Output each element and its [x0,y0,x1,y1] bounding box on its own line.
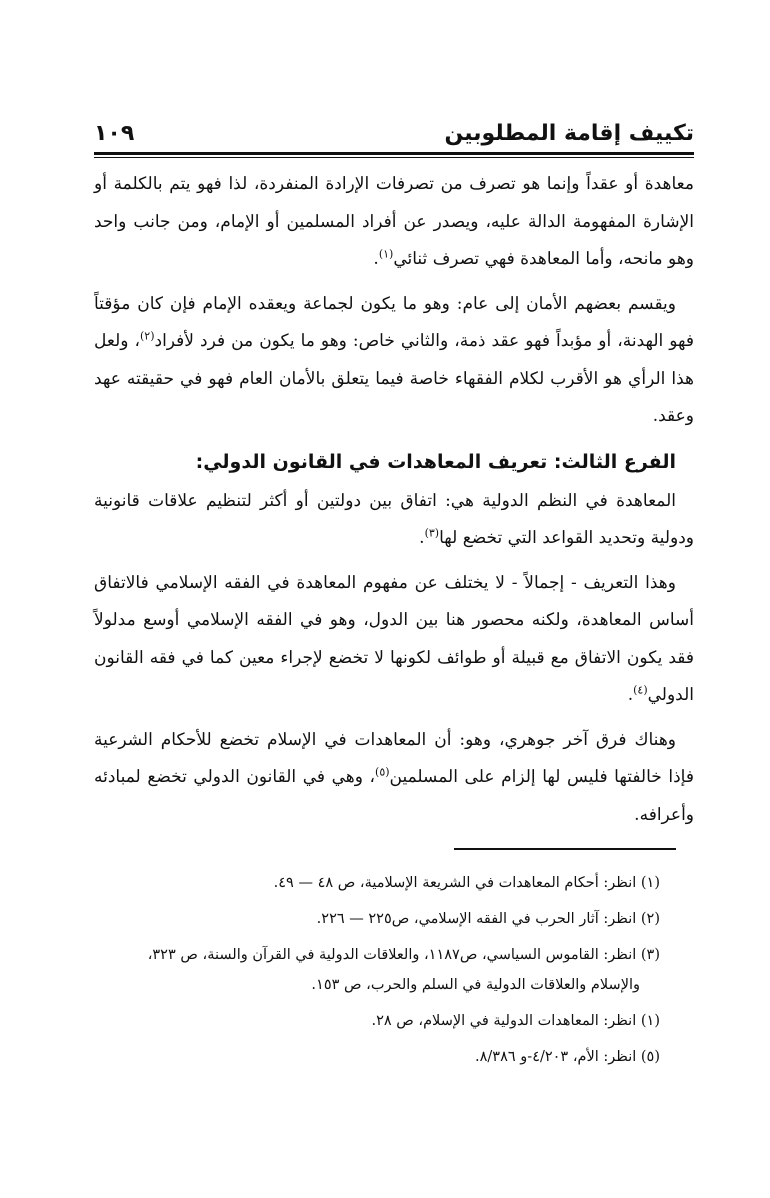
footnote-1: (١) انظر: أحكام المعاهدات في الشريعة الإسلامية، ص ٤٨ — ٤٩. [273,875,660,891]
footnotes [76,868,676,1078]
footnote-separator [454,848,676,850]
paragraph-4: وهذا التعريف - إجمالاً - لا يختلف عن مفهوم المعاهدة في الفقه الإسلامي فالاتفاق أساس المعاهدة، ولكنه محصور هنا بين الدول، وهو في الفقه الإسلامي أوسع مدلولاً فقد يكون الاتفاق مع قبيلة أو طوائف لكونها لا تخضع لإجراء معين كما في فقه القانون الدولي$^{(٤)}$. [94,572,694,705]
footnote-ref-2: (٢) [139,329,155,343]
paragraph-5-text-cont: ، وهي في القانون الدولي تخضع لمبادئه وأعرافه. [94,767,694,825]
paragraph-5 [94,722,694,835]
paragraph-2 [94,286,694,436]
footnote-3-line-2: والإسلام والعلاقات الدولية في السلم والحرب، ص ١٥٣. [311,977,640,993]
footnote-4: (١) انظر: المعاهدات الدولية في الإسلام، ص ٢٨. [371,1013,660,1029]
page-number: ١٠٩ [94,121,135,146]
footnote-2: (٢) انظر: آثار الحرب في الفقه الإسلامي، ص٢٢٥ — ٢٢٦. [316,911,660,927]
footnote-3 [76,940,676,1000]
header-rule-thick [94,152,694,155]
footnote-ref-4: (٤) [633,683,648,697]
header-rule-thin [94,157,694,158]
section-heading: الفرع الثالث: تعريف المعاهدات في القانون الدولي: [195,450,676,473]
footnote-ref-3: (٣) [424,526,440,540]
paragraph-3-text: المعاهدة في النظم الدولية هي: اتفاق بين دولتين أو أكثر لتنظيم علاقات قانونية ودولية وتحديد القواعد التي تخضع لها [94,490,694,548]
paragraph-3: المعاهدة في النظم الدولية هي: اتفاق بين دولتين أو أكثر لتنظيم علاقات قانونية ودولية وتحديد القواعد التي تخضع لها$^{(٣)}$. [94,490,694,548]
running-title: تكييف إقامة المطلوبين [444,121,694,146]
paragraph-1: معاهدة أو عقداً وإنما هو تصرف من تصرفات الإرادة المنفردة، لذا فهو يتم بالكلمة أو الإشارة المفهومة الدالة عليه، ويصدر عن أفراد المسلمين أو الإمام، ومن جانب واحد وهو مانحه، وأما المعاهدة فهي تصرف ثنائي$^{(١)}$. [94,174,694,269]
paragraph-2-text: ويقسم بعضهم الأمان إلى عام: وهو ما يكون لجماعة ويعقده الإمام فإن كان مؤقتاً فهو الهدنة، أو مؤبداً فهو عقد ذمة، والثاني خاص: وهو ما يكون من فرد لأفراد [94,293,694,351]
footnote-ref-5: (٥) [375,765,390,779]
footnote-3-line-1: (٣) انظر: القاموس السياسي، ص١١٨٧، والعلاقات الدولية في القرآن والسنة، ص ٣٢٣، [147,947,660,963]
footnote-ref-1: (١) [378,247,394,261]
paragraph-5-text: وهناك فرق آخر جوهري، وهو: أن المعاهدات في الإسلام تخضع للأحكام الشرعية فإذا خالفتها فليس لها إلزام على المسلمين [94,729,694,787]
paragraph-1-text: معاهدة أو عقداً وإنما هو تصرف من تصرفات الإرادة المنفردة، لذا فهو يتم بالكلمة أو الإشارة المفهومة الدالة عليه، ويصدر عن أفراد المسلمين أو الإمام، ومن جانب واحد وهو مانحه، وأما المعاهدة فهي تصرف ثنائي [94,174,694,269]
paragraph-4-text: وهذا التعريف - إجمالاً - لا يختلف عن مفهوم المعاهدة في الفقه الإسلامي فالاتفاق أساس المعاهدة، ولكنه محصور هنا بين الدول، وهو في الفقه الإسلامي أوسع مدلولاً فقد يكون الاتفاق مع قبيلة أو طوائف لكونها لا تخضع لإجراء معين كما في فقه القانون الدولي [94,572,694,705]
book-page [94,110,694,841]
body-text [94,166,694,834]
paragraph-2-text-cont: ، ولعل هذا الرأي هو الأقرب لكلام الفقهاء خاصة فيما يتعلق بالأمان العام فهو في حقيقته عهد وعقد. [94,331,694,426]
running-header [94,110,694,146]
footnote-5: (٥) انظر: الأم، ٤/٢٠٣-و ٨/٣٨٦. [475,1049,660,1065]
